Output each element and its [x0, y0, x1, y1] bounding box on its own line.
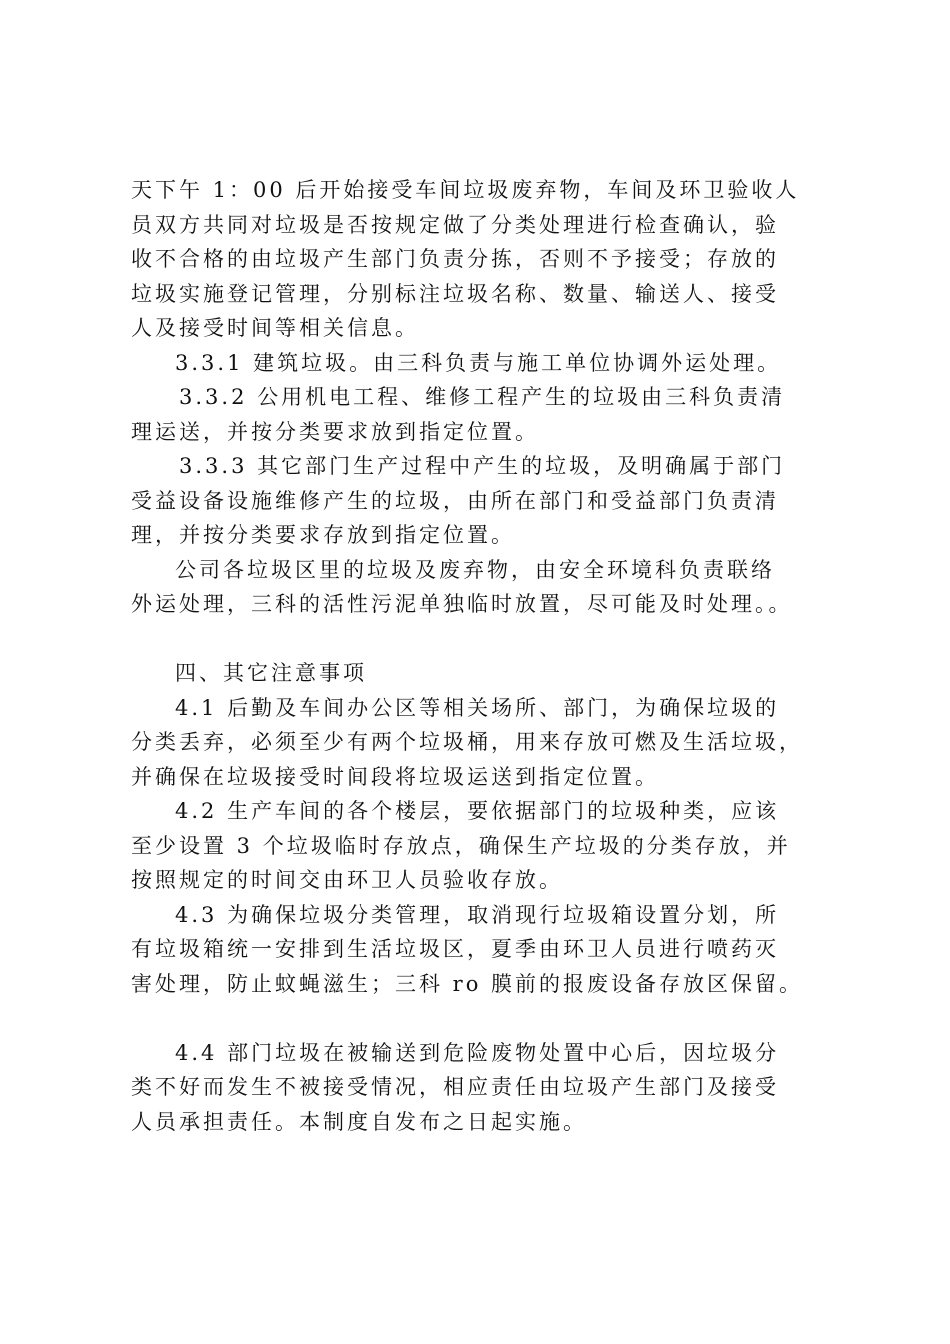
- text-line: 按照规定的时间交由环卫人员验收存放。: [131, 868, 563, 892]
- text-line: 垃圾实施登记管理，分别标注垃圾名称、数量、输送人、接受: [131, 281, 779, 306]
- text-line: 天下午 1：00 后开始接受车间垃圾废弃物，车间及环卫验收人: [131, 178, 800, 202]
- section-heading: 四、其它注意事项: [175, 661, 367, 685]
- text-line: 至少设置 3 个垃圾临时存放点，确保生产垃圾的分类存放，并: [131, 833, 791, 858]
- text-line: 员双方共同对垃圾是否按规定做了分类处理进行检查确认，验: [131, 212, 779, 237]
- text-line: 分类丢弃，必须至少有两个垃圾桶，用来存放可燃及生活垃圾，: [131, 730, 803, 754]
- text-line: 3.3.3 其它部门生产过程中产生的垃圾，及明确属于部门: [179, 454, 786, 478]
- text-line: 人及接受时间等相关信息。: [131, 316, 419, 340]
- text-line: 害处理，防止蚊蝇滋生；三科 ro 膜前的报废设备存放区保留。: [131, 971, 804, 996]
- text-line: 外运处理，三科的活性污泥单独临时放置，尽可能及时处理。。: [131, 592, 793, 616]
- document-body: [131, 173, 831, 1139]
- text-line: 公司各垃圾区里的垃圾及废弃物，由安全环境科负责联络: [175, 557, 775, 582]
- text-line: 受益设备设施维修产生的垃圾，由所在部门和受益部门负责清: [131, 488, 779, 513]
- text-line: 3.3.1 建筑垃圾。由三科负责与施工单位协调外运处理。: [175, 350, 782, 375]
- text-line: 4.2 生产车间的各个楼层，要依据部门的垃圾种类，应该: [175, 799, 780, 823]
- text-line: 4.1 后勤及车间办公区等相关场所、部门，为确保垃圾的: [175, 695, 780, 720]
- text-line: 人员承担责任。本制度自发布之日起实施。: [131, 1109, 587, 1134]
- text-line: 类不好而发生不被接受情况，相应责任由垃圾产生部门及接受: [131, 1075, 779, 1099]
- text-line: 并确保在垃圾接受时间段将垃圾运送到指定位置。: [131, 764, 659, 789]
- text-line: 理运送，并按分类要求放到指定位置。: [131, 419, 539, 444]
- blank-line: [131, 622, 831, 657]
- text-line: 理，并按分类要求存放到指定位置。: [131, 523, 515, 547]
- text-line: 收不合格的由垃圾产生部门负责分拣，否则不予接受；存放的: [131, 247, 779, 271]
- text-line: 有垃圾箱统一安排到生活垃圾区，夏季由环卫人员进行喷药灭: [131, 937, 779, 961]
- blank-line: [131, 1001, 831, 1036]
- text-line: 4.4 部门垃圾在被输送到危险废物处置中心后，因垃圾分: [175, 1040, 780, 1065]
- text-line: 4.3 为确保垃圾分类管理，取消现行垃圾箱设置分划，所: [175, 902, 780, 927]
- text-line: 3.3.2 公用机电工程、维修工程产生的垃圾由三科负责清: [179, 385, 786, 409]
